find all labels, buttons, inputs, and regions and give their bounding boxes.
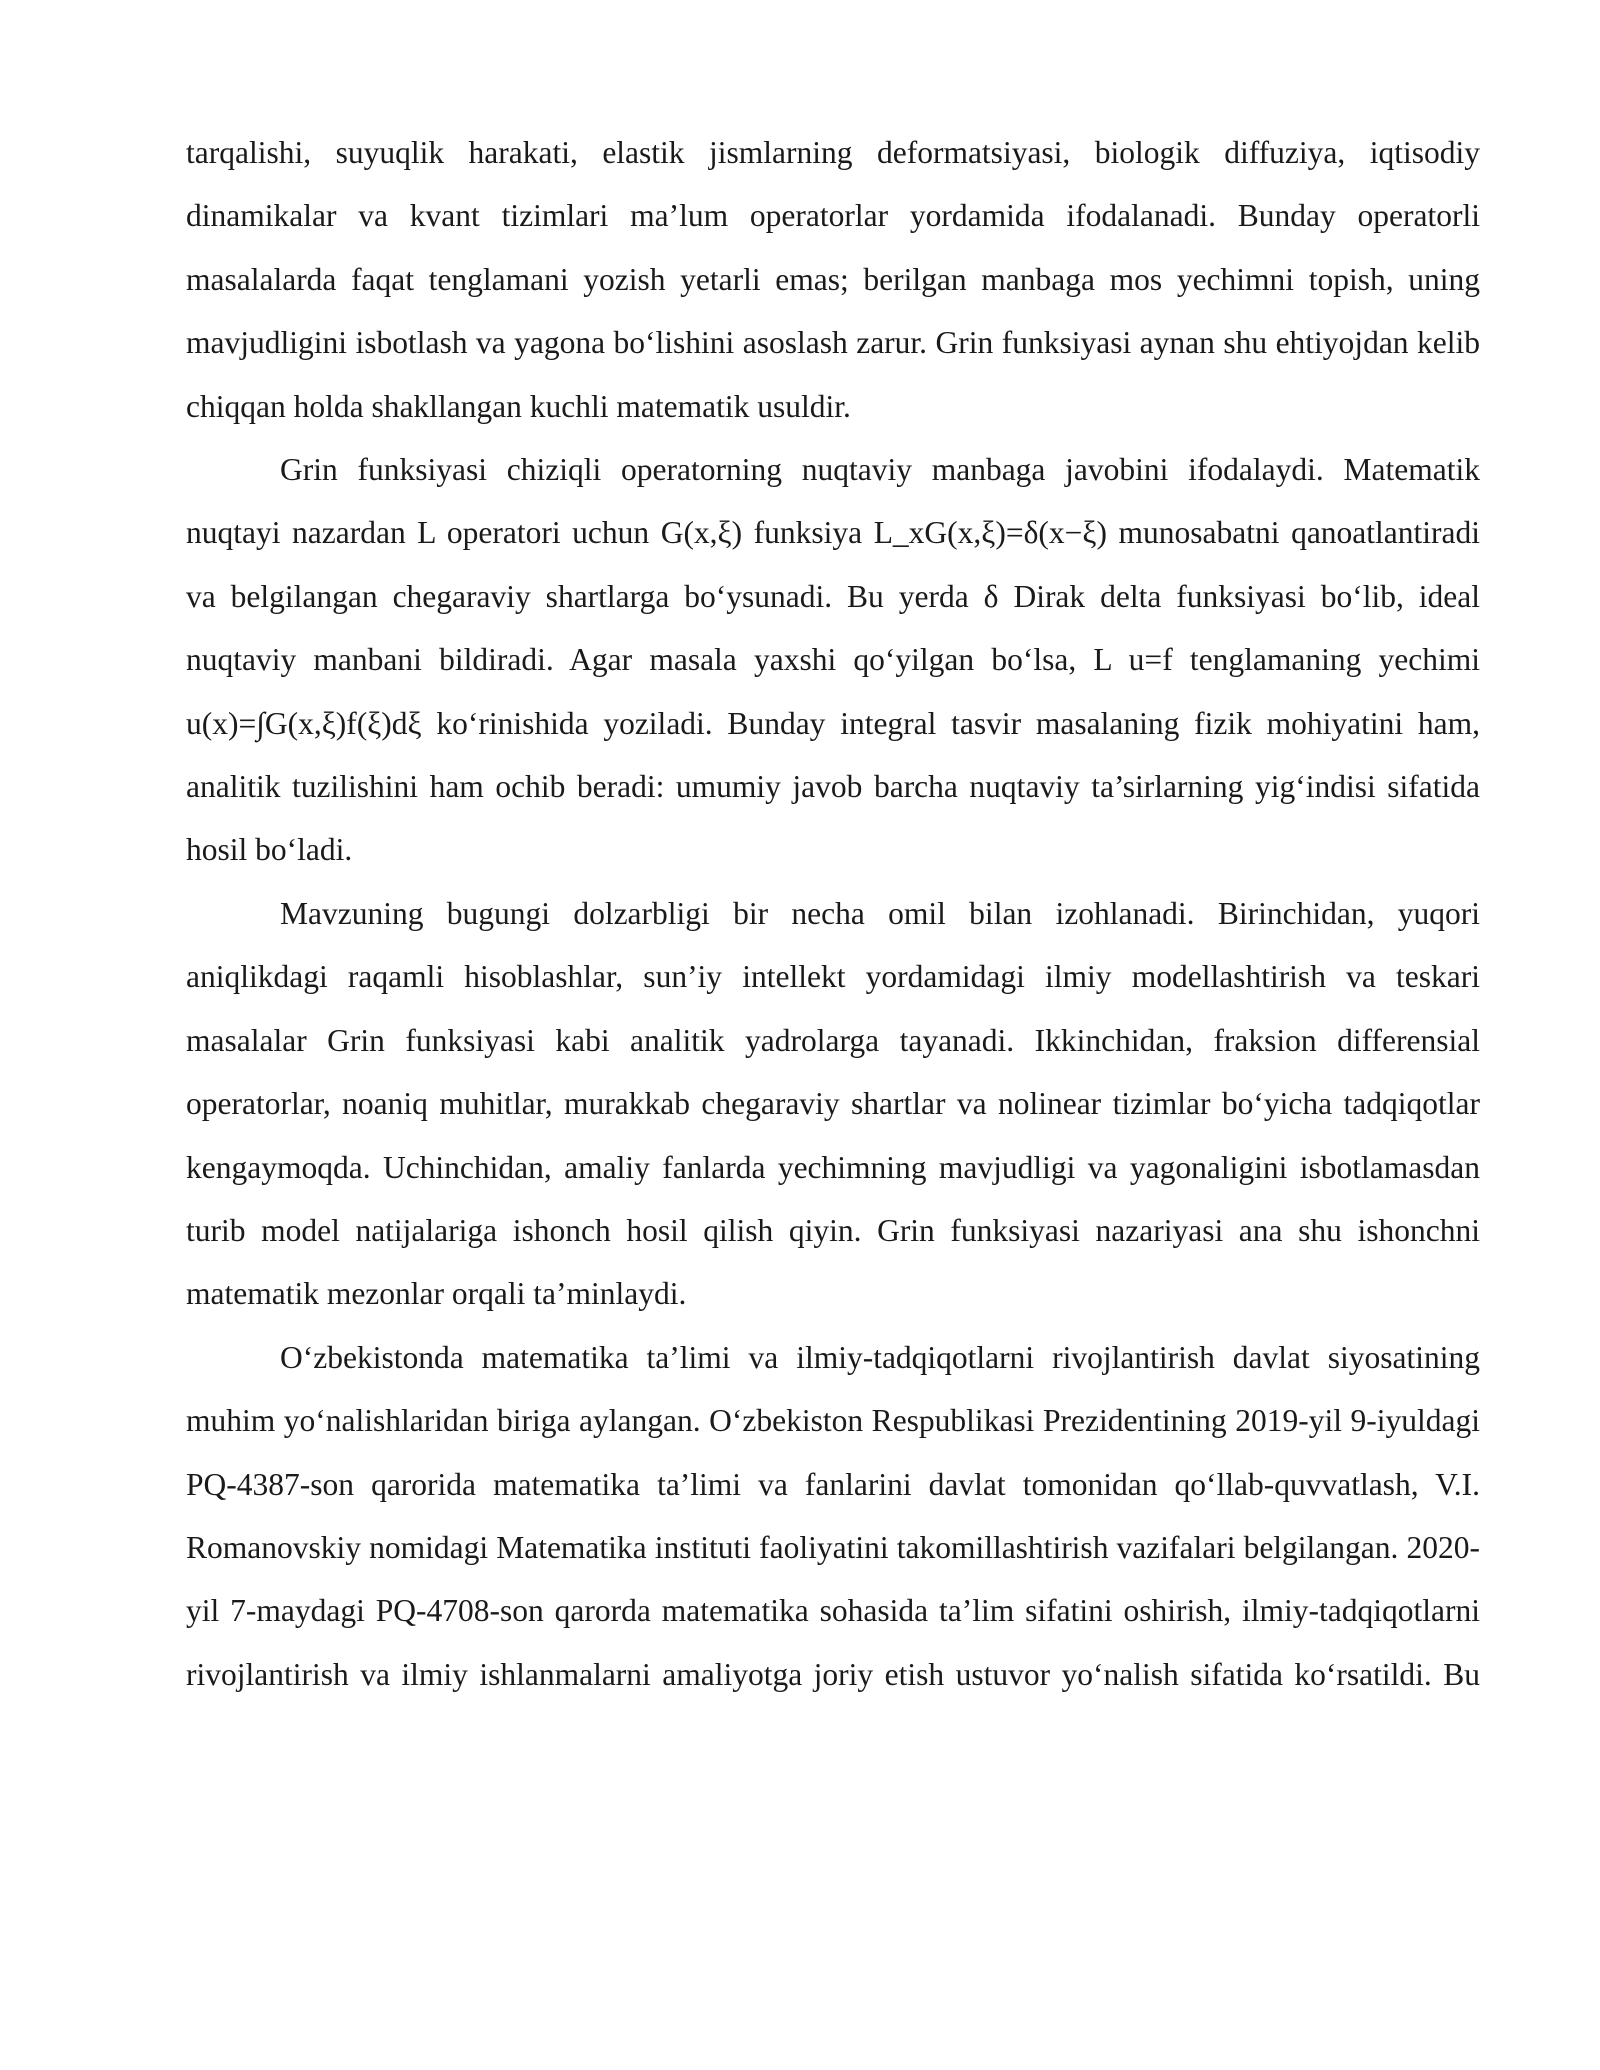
paragraph-uzbekistan-policy: O‘zbekistonda matematika ta’limi va ilmiy-tadqiqotlarni rivojlantirish davlat siyosatining muhim yo‘nalishlaridan biriga aylangan. O‘zbekiston Respublikasi Prezidentining 2019-yil 9-iyuldagi PQ-4387-son qarorida matematika ta’limi va fanlarini davlat tomonidan qo‘llab-quvvatlash, V.I. Romanovskiy nomidagi Matematika instituti faoliyatini takomillashtirish vazifalari belgilangan. 2020-yil 7-maydagi PQ-4708-son qarorda matematika sohasida ta’lim sifatini oshirish, ilmiy-tadqiqotlarni rivojlantirish va ilmiy ishlanmalarni amaliyotga joriy etish ustuvor yo‘nalish sifatida ko‘rsatildi. Bu [186, 1339, 1480, 1692]
body-text [186, 121, 1480, 1706]
paragraph-topic-relevance: Mavzuning bugungi dolzarbligi bir necha omil bilan izohlanadi. Birinchidan, yuqori aniqlikdagi raqamli hisoblashlar, sun’iy intellekt yordamidagi ilmiy modellashtirish va teskari masalalar Grin funksiyasi kabi analitik yadrolarga tayanadi. Ikkinchidan, fraksion differensial operatorlar, noaniq muhitlar, murakkab chegaraviy shartlar va nolinear tizimlar bo‘yicha tadqiqotlar kengaymoqda. Uchinchidan, amaliy fanlarda yechimning mavjudligi va yagonaligini isbotlamasdan turib model natijalariga ishonch hosil qilish qiyin. Grin funksiyasi nazariyasi ana shu ishonchni matematik mezonlar orqali ta’minlaydi. [186, 895, 1480, 1312]
paragraph-green-function-definition: Grin funksiyasi chiziqli operatorning nuqtaviy manbaga javobini ifodalaydi. Matematik nuqtayi nazardan L operatori uchun G(x,ξ) funksiya L_xG(x,ξ)=δ(x−ξ) munosabatni qanoatlantiradi va belgilangan chegaraviy shartlarga bo‘ysunadi. Bu yerda δ Dirak delta funksiyasi bo‘lib, ideal nuqtaviy manbani bildiradi. Agar masala yaxshi qo‘yilgan bo‘lsa, L u=f tenglamaning yechimi u(x)=∫G(x,ξ)f(ξ)dξ ko‘rinishida yoziladi. Bunday integral tasvir masalaning fizik mohiyatini ham, analitik tuzilishini ham ochib beradi: umumiy javob barcha nuqtaviy ta’sirlarning yig‘indisi sifatida hosil bo‘ladi. [186, 452, 1480, 868]
paragraph-continuation: tarqalishi, suyuqlik harakati, elastik jismlarning deformatsiyasi, biologik diffuziya, iqtisodiy dinamikalar va kvant tizimlari ma’lum operatorlar yordamida ifodalanadi. Bunday operatorli masalalarda faqat tenglamani yozish yetarli emas; berilgan manbaga mos yechimni topish, uning mavjudligini isbotlash va yagona bo‘lishini asoslash zarur. Grin funksiyasi aynan shu ehtiyojdan kelib chiqqan holda shakllangan kuchli matematik usuldir. [186, 135, 1480, 424]
